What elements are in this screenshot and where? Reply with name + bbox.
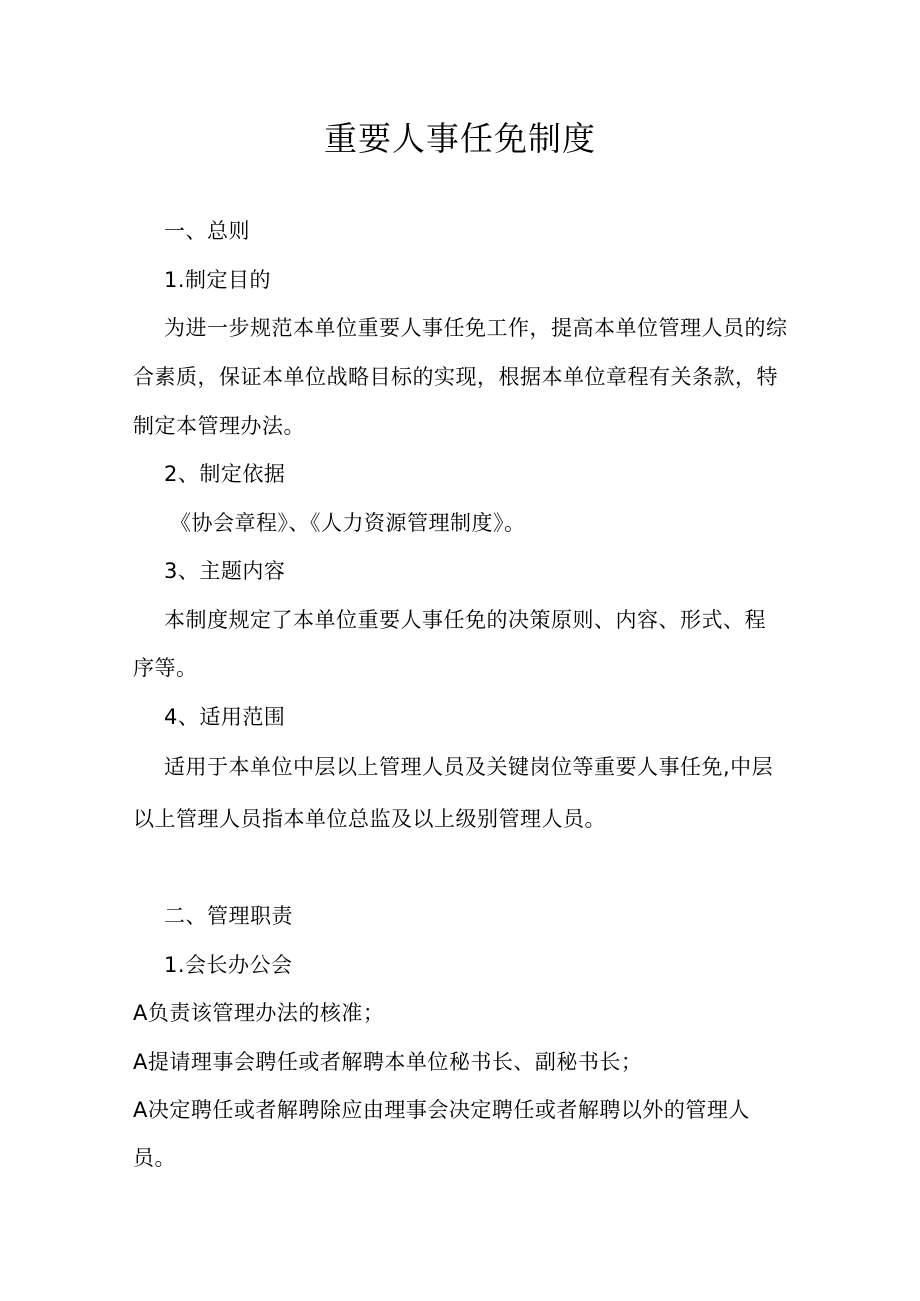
paragraph-line: 制定本管理办法。: [133, 414, 305, 438]
paragraph-line: 《协会章程》、《人力资源管理制度》。: [170, 511, 526, 535]
paragraph-line: 本制度规定了本单位重要人事任免的决策原则、内容、形式、程: [164, 608, 766, 632]
paragraph-line: 为进一步规范本单位重要人事任免工作，提高本单位管理人员的综: [164, 316, 788, 340]
list-item: A决定聘任或者解聘除应由理事会决定聘任或者解聘以外的管理人: [133, 1098, 750, 1122]
section-heading-responsibilities: 二、管理职责: [164, 904, 293, 928]
list-item: A提请理事会聘任或者解聘本单位秘书长、副秘书长；: [133, 1050, 643, 1074]
paragraph-line: 序等。: [133, 656, 198, 680]
list-item-continuation: 员。: [133, 1146, 176, 1170]
item-heading-purpose: 1.制定目的: [164, 268, 272, 292]
paragraph-line: 适用于本单位中层以上管理人员及关键岗位等重要人事任免,中层: [164, 755, 774, 779]
item-heading-president-office: 1.会长办公会: [164, 953, 293, 977]
item-heading-content: 3、主题内容: [164, 559, 286, 583]
paragraph-line: 合素质，保证本单位战略目标的实现，根据本单位章程有关条款，特: [133, 365, 778, 389]
document-title: 重要人事任免制度: [324, 119, 596, 158]
paragraph-line: 以上管理人员指本单位总监及以上级别管理人员。: [133, 807, 606, 831]
item-heading-scope: 4、适用范围: [164, 705, 286, 729]
section-heading-general: 一、总则: [164, 219, 250, 243]
list-item: A负责该管理办法的核准；: [133, 1001, 385, 1025]
item-heading-basis: 2、制定依据: [164, 462, 286, 486]
